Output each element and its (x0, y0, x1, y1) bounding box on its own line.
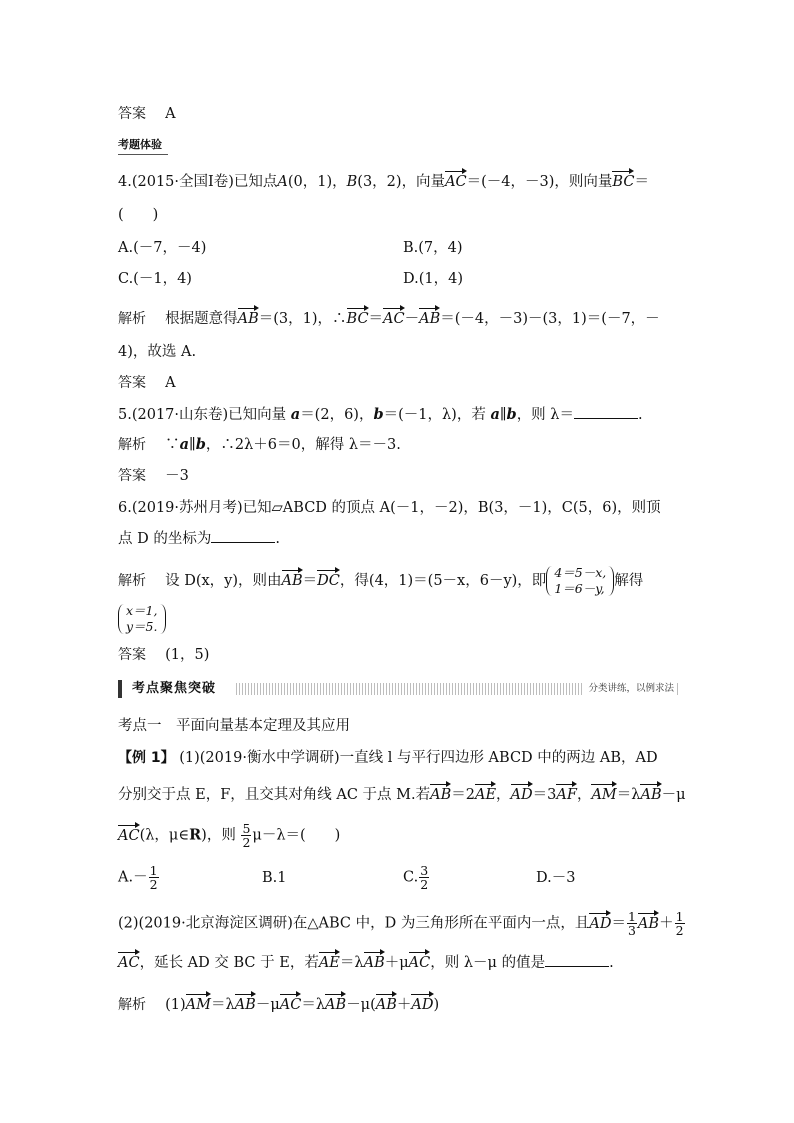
example-text: (2)(2019·北京海淀区调研)在△ABC 中，D 为三角形所在平面内一点，且 (118, 915, 590, 932)
solution-label: 解析 (118, 437, 146, 453)
q5-answer (118, 466, 189, 486)
answer-value: －3 (165, 468, 189, 484)
equation-line: x＝1, (126, 603, 158, 618)
option-d: D.－3 (536, 870, 576, 886)
solution-text: ，∴2λ＋6＝0，解得 λ＝－3. (205, 437, 401, 453)
section-banner (118, 680, 680, 698)
equation-line: y＝5. (126, 619, 158, 634)
q6-stem-text: 点 D 的坐标为 (118, 531, 212, 547)
answer-blank[interactable] (211, 530, 275, 543)
option-b: B.1 (262, 870, 287, 886)
answer-blank[interactable] (574, 406, 638, 419)
solution-text: (1) (165, 997, 186, 1013)
solution-text: 根据题意得 (165, 311, 238, 327)
answer-value: A (165, 106, 176, 122)
answer-label: 答案 (118, 375, 146, 391)
banner-hint: 分类讲练，以例求法 (582, 680, 676, 698)
q6-stem: 6.(2019·苏州月考)已知▱ABCD 的顶点 A(－1，－2)，B(3，－1)，C(5，6)，则顶 (118, 500, 661, 516)
q6-solution: 解析 设 D(x，y)，则由AB＝DC，得(4，1)＝(5－x，6－y)，即 4＝5－x, 1＝6－y, 解得 (118, 565, 644, 596)
equation-line: 4＝5－x, (554, 565, 607, 580)
q6-stem-cont: 点 D 的坐标为 . (118, 531, 280, 547)
solution-label: 解析 (118, 311, 146, 327)
example-text: 延长 AD 交 BC 于 E，若 (154, 955, 319, 971)
example1-part2: (2)(2019·北京海淀区调研)在△ABC 中，D 为三角形所在平面内一点，且AD＝ $\frac{1}{3}$ AB＋ $\frac{1}{2}$ (118, 909, 684, 938)
q5-stem: 5.(2017·山东卷)已知向量 a＝(2，6)，b＝(－1，λ)，若 a∥b，则 λ＝ . (118, 406, 643, 423)
answer-label: 答案 (118, 468, 146, 484)
example1-option-c (403, 864, 430, 891)
prev-answer-line (118, 104, 176, 124)
example1-part2-cont: AC，延长 AD 交 BC 于 E，若AE＝λAB＋μAC，则 λ－μ 的值是 . (118, 950, 614, 973)
example1-option-a (118, 864, 160, 891)
q4-options-row1 (118, 238, 206, 258)
solution-text: 解得 (614, 573, 644, 589)
q6-answer (118, 645, 209, 665)
solution-text: ＝(3，1)，∴ (258, 311, 347, 327)
solution-label: 解析 (118, 573, 146, 589)
option-c: C.(－1，4) (118, 271, 192, 287)
fraction: $\frac{1}{2}$ (675, 909, 684, 938)
fraction: $\frac{1}{3}$ (627, 909, 636, 938)
q4-stem-text: ，则向量 (554, 174, 613, 190)
solution-text: ＝(－4，－3)－(3，1)＝(－7，－ (440, 311, 660, 327)
equation-line: 1＝6－y, (554, 581, 605, 596)
q5-stem-text: ＝(－1，λ)，若 (383, 407, 486, 423)
q5-stem-text: ，则 λ＝ (516, 407, 574, 423)
q6-solution-system (118, 603, 166, 635)
answer-blank[interactable] (545, 954, 609, 967)
q4-stem-text: 4.(2015·全国Ⅰ卷)已知点 (118, 174, 278, 190)
example-text: (1)(2019·衡水中学调研)一直线 l 与平行四边形 ABCD 中的两边 AB，AD (179, 750, 658, 766)
option-a: A.－ (118, 869, 148, 886)
answer-value: (1，5) (165, 647, 210, 663)
key-point-title: 考点一 平面向量基本定理及其应用 (118, 718, 350, 734)
q4-stem-text: ，向量 (401, 174, 446, 190)
solution-text: ，得(4，1)＝(5－x，6－y)，即 (339, 573, 547, 589)
q4-stem: 4.(2015·全国Ⅰ卷)已知点A(0，1)，B(3，2)，向量AC＝(－4，－3)，则向量BC＝ (118, 169, 649, 192)
option-c: C. (403, 869, 419, 886)
example-text: ，则 (206, 827, 236, 844)
example-label: 【例 1】 (118, 750, 175, 766)
example1-part1 (118, 748, 658, 768)
example-text: 分别交于点 E，F，且交其对角线 AC 于点 M.若 (118, 787, 431, 803)
equation-system (118, 603, 166, 635)
solution-text: 设 D(x，y)，则由 (165, 573, 282, 589)
q5-stem-text: ＝(2，6)， (300, 407, 374, 423)
example-text: μ－λ＝( ) (252, 827, 341, 844)
q5-stem-text: 5.(2017·山东卷)已知向量 (118, 407, 287, 423)
example1-part1-cont: 分别交于点 E，F，且交其对角线 AC 于点 M.若AB＝2AE，AD＝3AF，AM＝λAB－μ (118, 782, 686, 805)
solution-label: 解析 (118, 997, 146, 1013)
banner-title: 考点聚焦突破 (118, 680, 222, 698)
answer-label: 答案 (118, 647, 146, 663)
option-a: A.(－7，－4) (118, 240, 207, 256)
solution-text: ∵ (165, 437, 180, 453)
answer-value: A (165, 375, 176, 391)
section-tag: 考题体验 (118, 138, 162, 151)
q4-solution-cont: 4)，故选 A. (118, 344, 197, 360)
fraction: $\frac{5}{2}$ (242, 821, 251, 850)
q4-answer (118, 373, 176, 393)
option-d: D.(1，4) (403, 271, 463, 287)
answer-label: 答案 (118, 106, 146, 122)
q4-solution: 解析 根据题意得AB＝(3，1)，∴BC＝AC－AB＝(－4，－3)－(3，1)＝(－7，－ (118, 306, 660, 329)
equation-system (546, 565, 614, 597)
q4-bracket: ( ) (118, 207, 159, 223)
example1-part1-cont2: AC(λ，μ∈R)，则 $\frac{5}{2}$ μ－λ＝( ) (118, 821, 341, 850)
fraction: $\frac{1}{2}$ (149, 863, 158, 892)
fraction: $\frac{3}{2}$ (420, 863, 429, 892)
option-b: B.(7，4) (403, 240, 463, 256)
example1-solution: 解析 (1)AM＝λAB－μAC＝λAB－μ(AB＋AD) (118, 992, 439, 1015)
q5-solution: 解析 ∵a∥b，∴2λ＋6＝0，解得 λ＝－3. (118, 436, 401, 453)
example-text: ，则 λ－μ 的值是 (430, 955, 546, 971)
